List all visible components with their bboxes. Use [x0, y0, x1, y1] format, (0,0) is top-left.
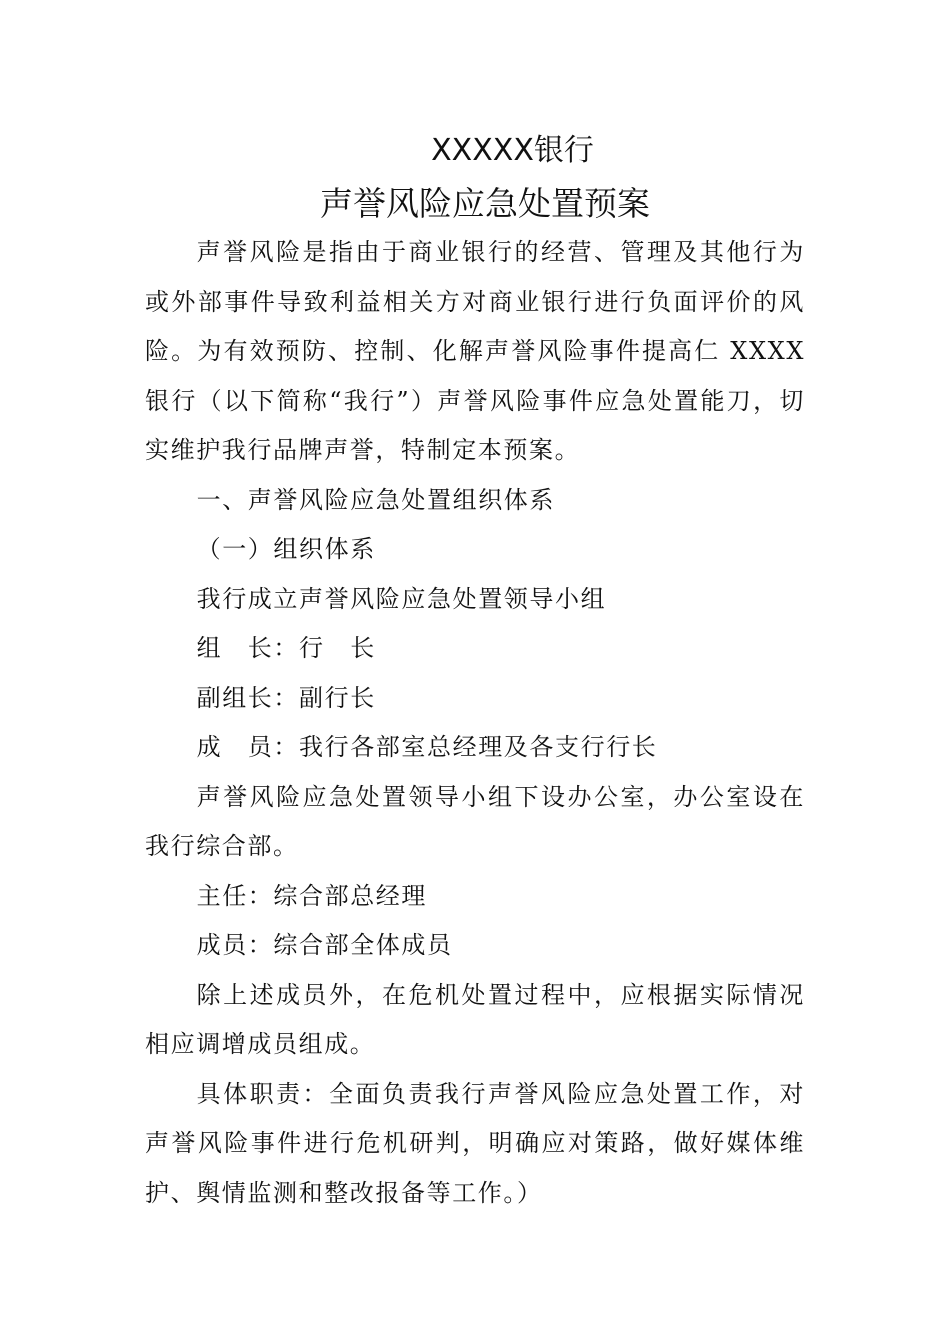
office-members-line: 成员：综合部全体成员	[196, 931, 453, 959]
additional-members-paragraph: 除上述成员外，在危机处置过程中，应根据实际情况相应调增成员组成。	[145, 980, 805, 1058]
document-body	[145, 228, 805, 1218]
intro-paragraph: 声誉风险是指由于商业银行的经营、管理及其他行为或外部事件导致利益相关方对商业银行进行负面评价的风险。为有效预防、控制、化解声誉风险事件提高仁 XXXX 银行（以下简称“我行”）声誉风险事件应急处置能刀，切实维护我行品牌声誉，特制定本预案。	[145, 238, 805, 464]
document-title-plan: 声誉风险应急处置预案	[320, 184, 650, 223]
deputy-leader-line: 副组长：副行长	[196, 683, 376, 712]
section-heading-1: 一、声誉风险应急处置组织体系	[196, 485, 555, 514]
leading-group-statement: 我行成立声誉风险应急处置领导小组	[196, 584, 607, 613]
document-title-bank: XXXXX银行	[431, 133, 594, 168]
subsection-heading-1: （一）组织体系	[196, 535, 376, 563]
members-line: 成 员：我行各部室总经理及各支行行长	[196, 733, 658, 761]
duties-paragraph: 具体职责：全面负责我行声誉风险应急处置工作，对声誉风险事件进行危机研判，明确应对策路，做好媒体维护、舆情监测和整改报备等工作。）	[145, 1079, 805, 1207]
group-leader-line: 组 长：行 长	[196, 634, 376, 662]
office-paragraph: 声誉风险应急处置领导小组下设办公室，办公室设在我行综合部。	[145, 782, 805, 860]
office-director-line: 主任：综合部总经理	[196, 881, 427, 910]
